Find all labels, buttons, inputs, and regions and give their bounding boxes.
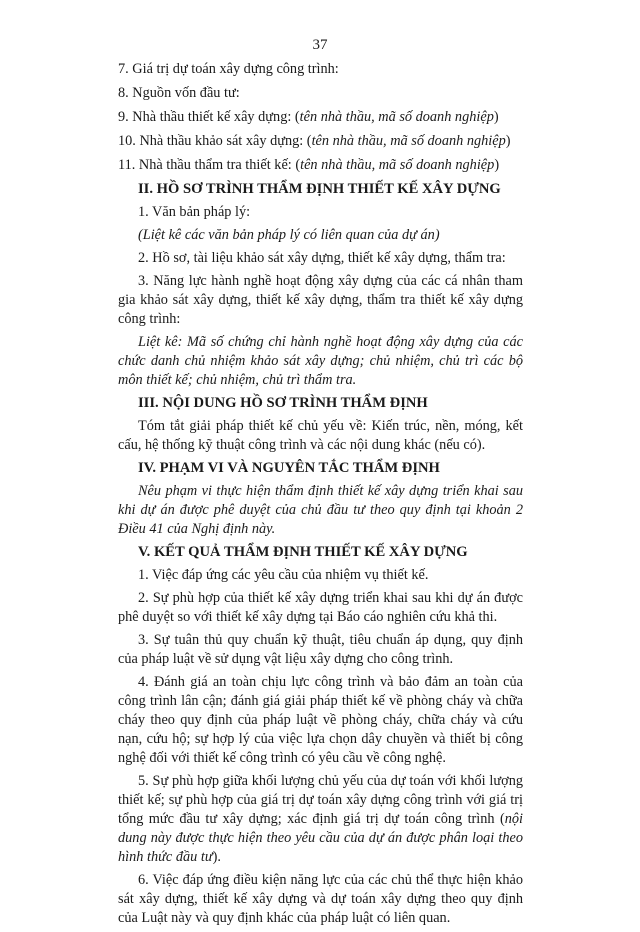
section-2-heading: II. HỒ SƠ TRÌNH THẨM ĐỊNH THIẾT KẾ XÂY DỰNG [138,181,501,197]
section-2-p3: 3. Năng lực hành nghề hoạt động xây dựng của các cá nhân tham gia khảo sát xây dựng, thiết kế xây dựng, thẩm tra thiết kế xây dựng công trình: [118,273,523,327]
section-4-p1: Nêu phạm vi thực hiện thẩm định thiết kế xây dựng triển khai sau khi dự án được phê duyệt của chủ đầu tư theo quy định tại khoản 2 Điều 41 của Nghị định này. [118,483,523,537]
section-2-p3-note: Liệt kê: Mã số chứng chỉ hành nghề hoạt động xây dựng của các chức danh chủ nhiệm khảo sát xây dựng; chủ nhiệm, chủ trì các bộ môn thiết kế; chủ nhiệm, chủ trì thẩm tra. [118,334,523,388]
section-5-p5: 5. Sự phù hợp giữa khối lượng chủ yếu của dự toán với khối lượng thiết kế; sự phù hợp của giá trị dự toán xây dựng công trình với giá trị tổng mức đầu tư xây dựng; xác định giá trị dự toán công trình (nội dung này được thực hiện theo yêu cầu của dự án được phân loại theo hình thức đầu tư). [118,773,523,865]
item-10: 10. Nhà thầu khảo sát xây dựng: (tên nhà thầu, mã số doanh nghiệp) [118,133,511,149]
item-11: 11. Nhà thầu thẩm tra thiết kế: (tên nhà thầu, mã số doanh nghiệp) [118,157,500,173]
item-9: 9. Nhà thầu thiết kế xây dựng: (tên nhà thầu, mã số doanh nghiệp) [118,109,499,125]
section-3-p1: Tóm tắt giải pháp thiết kế chủ yếu về: Kiến trúc, nền, móng, kết cấu, hệ thống kỹ thuật công trình và các nội dung khác (nếu có). [118,418,523,453]
section-2-p1-note: (Liệt kê các văn bản pháp lý có liên quan của dự án) [138,227,440,243]
item-8: 8. Nguồn vốn đầu tư: [118,85,240,101]
document-body [118,60,523,932]
section-3-heading: III. NỘI DUNG HỒ SƠ TRÌNH THẨM ĐỊNH [138,395,428,411]
section-2-p1: 1. Văn bản pháp lý: [138,204,251,220]
section-4-heading: IV. PHẠM VI VÀ NGUYÊN TẮC THẨM ĐỊNH [138,460,440,476]
section-5-p4: 4. Đánh giá an toàn chịu lực công trình và bảo đảm an toàn của công trình lân cận; đánh giá giải pháp thiết kế về phòng cháy và chữa cháy theo quy định của pháp luật về phòng cháy, chữa cháy và cứu nạn, cứu hộ; sự hợp lý của việc lựa chọn dây chuyền và thiết bị công nghệ đối với thiết kế công trình có yêu cầu về công nghệ. [118,674,523,766]
section-5-p2: 2. Sự phù hợp của thiết kế xây dựng triển khai sau khi dự án được phê duyệt so với thiết kế xây dựng tại Báo cáo nghiên cứu khả thi. [118,590,523,625]
page-number: 37 [312,37,328,53]
section-5-p1: 1. Việc đáp ứng các yêu cầu của nhiệm vụ thiết kế. [138,567,429,583]
section-5-p3: 3. Sự tuân thủ quy chuẩn kỹ thuật, tiêu chuẩn áp dụng, quy định của pháp luật về sử dụng vật liệu xây dựng cho công trình. [118,632,523,667]
section-5-heading: V. KẾT QUẢ THẨM ĐỊNH THIẾT KẾ XÂY DỰNG [138,544,468,560]
item-7: 7. Giá trị dự toán xây dựng công trình: [118,61,339,77]
section-2-p2: 2. Hồ sơ, tài liệu khảo sát xây dựng, thiết kế xây dựng, thẩm tra: [138,250,506,266]
section-5-p6: 6. Việc đáp ứng điều kiện năng lực của các chủ thể thực hiện khảo sát xây dựng, thiết kế xây dựng và dự toán xây dựng theo quy định của Luật này và quy định khác của pháp luật có liên quan. [118,872,523,926]
